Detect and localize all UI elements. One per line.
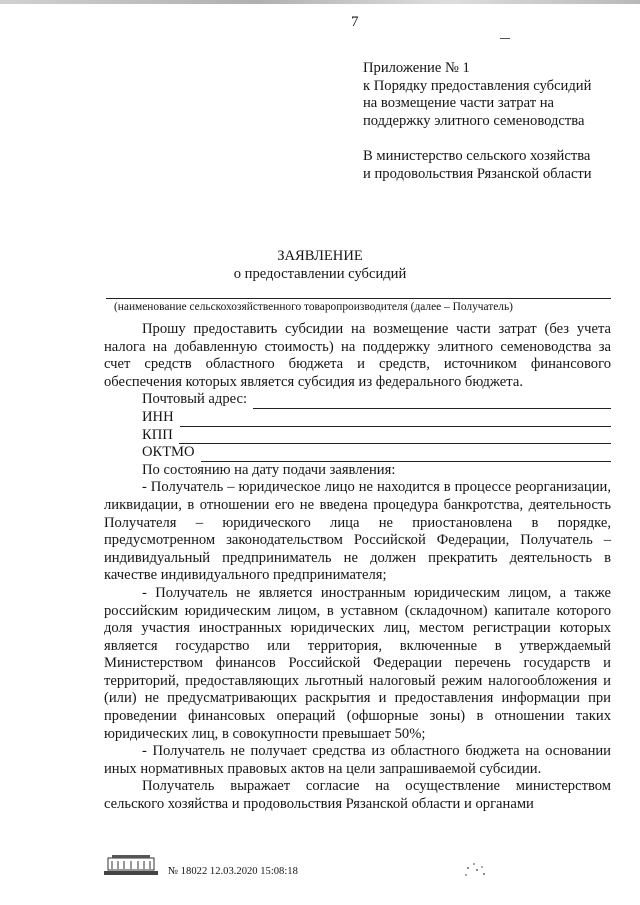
- page-number: 7: [351, 14, 359, 30]
- postal-address-label: Почтовый адрес:: [142, 391, 248, 408]
- as-of-date-paragraph: По состоянию на дату подачи заявления:: [142, 461, 396, 478]
- oktmo-input[interactable]: [201, 448, 611, 462]
- scan-mark: [500, 38, 510, 39]
- attachment-line: на возмещение части затрат на: [363, 95, 555, 112]
- scan-top-edge: [0, 0, 640, 4]
- request-paragraph: Прошу предоставить субсидии на возмещение части затрат (без учета налога на добавленную стоимость) на поддержку элитного семеноводства за счет средств областного бюджета и средств, источником финансового обеспечения которых является субсидия из федерального бюджета.: [104, 321, 611, 390]
- oktmo-label: ОКТМО: [142, 444, 195, 461]
- inn-label: ИНН: [142, 408, 174, 425]
- scan-speckle: [462, 858, 492, 884]
- condition-item-3: - Получатель не получает средства из областного бюджета на основании иных нормативных правовых актов на цели запрашиваемой субсидии.: [104, 743, 611, 777]
- addressee-line: и продовольствия Рязанской области: [363, 165, 592, 182]
- condition-item-1: - Получатель – юридическое лицо не находится в процессе реорганизации, ликвидации, в отношении его не введена процедура банкротства, деятельность Получателя – юридического лица не приостановлена в порядке, предусмотренном законодательством Российской Федерации, Получатель – индивидуальный предприниматель не должен прекратить деятельность в качестве индивидуального предпринимателя;: [104, 479, 611, 584]
- attachment-line: поддержку элитного семеноводства: [363, 112, 585, 129]
- addressee-line: В министерство сельского хозяйства: [363, 148, 591, 164]
- title-main: ЗАЯВЛЕНИЕ: [277, 248, 363, 264]
- attachment-header: [363, 60, 633, 130]
- attachment-line: к Порядку предоставления субсидий: [363, 77, 592, 94]
- kpp-input[interactable]: [179, 430, 611, 444]
- document-timestamp: 12.03.2020 15:08:18: [209, 866, 298, 877]
- applicant-name-caption: (наименование сельскохозяйственного товаропроизводителя (далее – Получатель): [114, 301, 513, 313]
- application-body: [104, 321, 611, 814]
- document-registration-stamp: [168, 866, 298, 877]
- addressee-block: [363, 148, 633, 183]
- title-subtitle: о предоставлении субсидий: [233, 265, 407, 282]
- attachment-line: Приложение № 1: [363, 60, 470, 76]
- applicant-name-field[interactable]: [106, 298, 611, 299]
- kpp-label: КПП: [142, 426, 173, 443]
- document-title: [0, 248, 640, 283]
- document-id: № 18022: [168, 866, 208, 877]
- registry-logo-icon: [102, 853, 160, 877]
- kpp-row: [104, 427, 611, 445]
- inn-row: [104, 409, 611, 427]
- oktmo-row: [104, 444, 611, 462]
- postal-address-row: [104, 391, 611, 409]
- postal-address-input[interactable]: [253, 395, 611, 409]
- inn-input[interactable]: [180, 413, 611, 427]
- condition-item-2: - Получатель не является иностранным юридическим лицом, а также российским юридическим лицом, в уставном (складочном) капитале которого доля участия иностранных юридических лиц, местом регистрации которых является государство или территория, включенные в утверждаемый Министерством финансов Российской Федерации перечень государств и территорий, предоставляющих льготный налоговый режим налогообложения и (или) не предусматривающих раскрытия и предоставления информации при проведении финансовых операций (офшорные зоны) в отношении таких юридических лиц, в совокупности превышает 50%;: [104, 584, 611, 742]
- consent-paragraph: Получатель выражает согласие на осуществление министерством сельского хозяйства и продовольствия Рязанской области и органами: [104, 778, 611, 813]
